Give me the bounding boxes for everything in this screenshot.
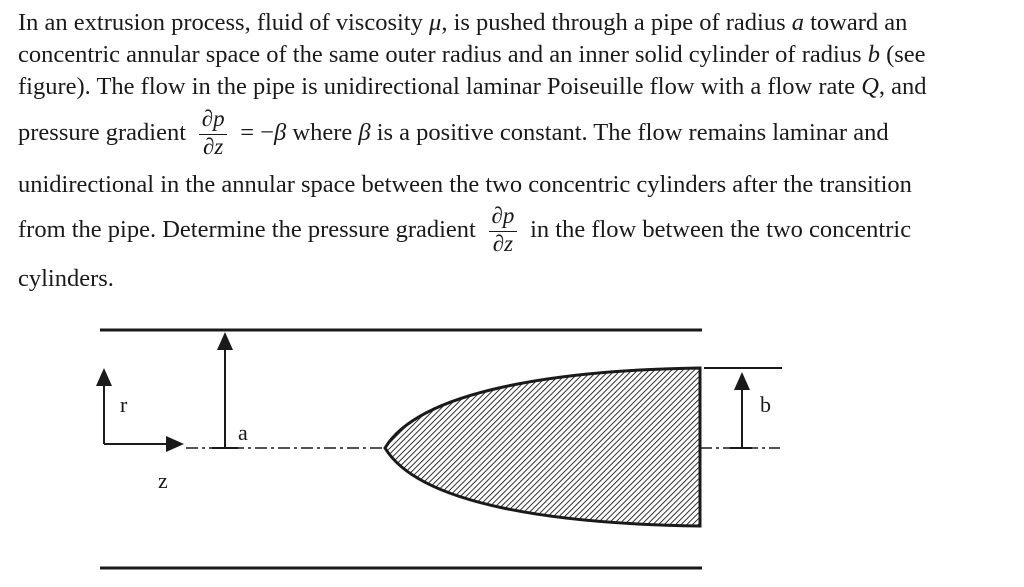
text-segment: In an extrusion process, fluid of viscosity	[18, 9, 429, 36]
problem-line-5: unidirectional in the annular space between the two concentric cylinders after the transition	[18, 171, 912, 198]
viscosity-symbol: μ	[429, 9, 442, 36]
dimension-b-arrowhead	[734, 372, 750, 390]
dimension-b-label: b	[760, 392, 771, 417]
pressure-gradient-fraction	[486, 203, 520, 257]
problem-line-6	[18, 205, 911, 256]
text-segment: toward an	[804, 9, 908, 36]
problem-line-4	[18, 108, 889, 159]
problem-line-7: cylinders.	[18, 265, 114, 292]
pressure-gradient-fraction	[196, 106, 230, 160]
beta-symbol: β	[358, 119, 371, 146]
radius-b-symbol: b	[867, 41, 880, 68]
text-segment: concentric annular space of the same outer radius and an inner solid cylinder of radius	[18, 41, 868, 68]
radius-a-symbol: a	[791, 9, 804, 36]
text-segment: , and	[878, 73, 927, 100]
problem-line-2	[18, 40, 926, 70]
fraction-denominator: ∂z	[202, 134, 224, 160]
problem-line-1	[18, 8, 907, 38]
z-axis-arrowhead	[166, 436, 184, 452]
text-segment: where	[286, 119, 359, 146]
text-segment: is a positive constant. The flow remains laminar and	[370, 119, 889, 146]
coordinate-axes	[96, 368, 184, 452]
dimension-a	[212, 332, 238, 448]
text-segment: pressure gradient	[18, 119, 187, 146]
inner-cylinder-body	[385, 368, 700, 526]
text-segment: in the flow between the two concentric	[530, 216, 912, 243]
fraction-denominator: ∂z	[492, 231, 514, 257]
fraction-numerator: ∂p	[491, 203, 515, 229]
problem-line-3	[18, 72, 927, 102]
text-segment: , is pushed through a pipe of radius	[441, 9, 792, 36]
extrusion-figure	[0, 300, 1024, 587]
dimension-a-arrowhead	[217, 332, 233, 350]
fraction-numerator: ∂p	[201, 106, 225, 132]
text-segment: figure). The flow in the pipe is unidirectional laminar Poiseuille flow with a flow rate	[18, 73, 862, 100]
dimension-a-label: a	[238, 420, 248, 445]
text-segment: from the pipe. Determine the pressure gradient	[18, 216, 476, 243]
r-axis-label: r	[120, 392, 128, 417]
r-axis-arrowhead	[96, 368, 112, 386]
beta-symbol: β	[274, 119, 287, 146]
flow-rate-symbol: Q	[861, 73, 879, 100]
text-segment: (see	[879, 41, 926, 68]
z-axis-label: z	[158, 468, 168, 493]
text-segment: = −	[240, 119, 275, 146]
